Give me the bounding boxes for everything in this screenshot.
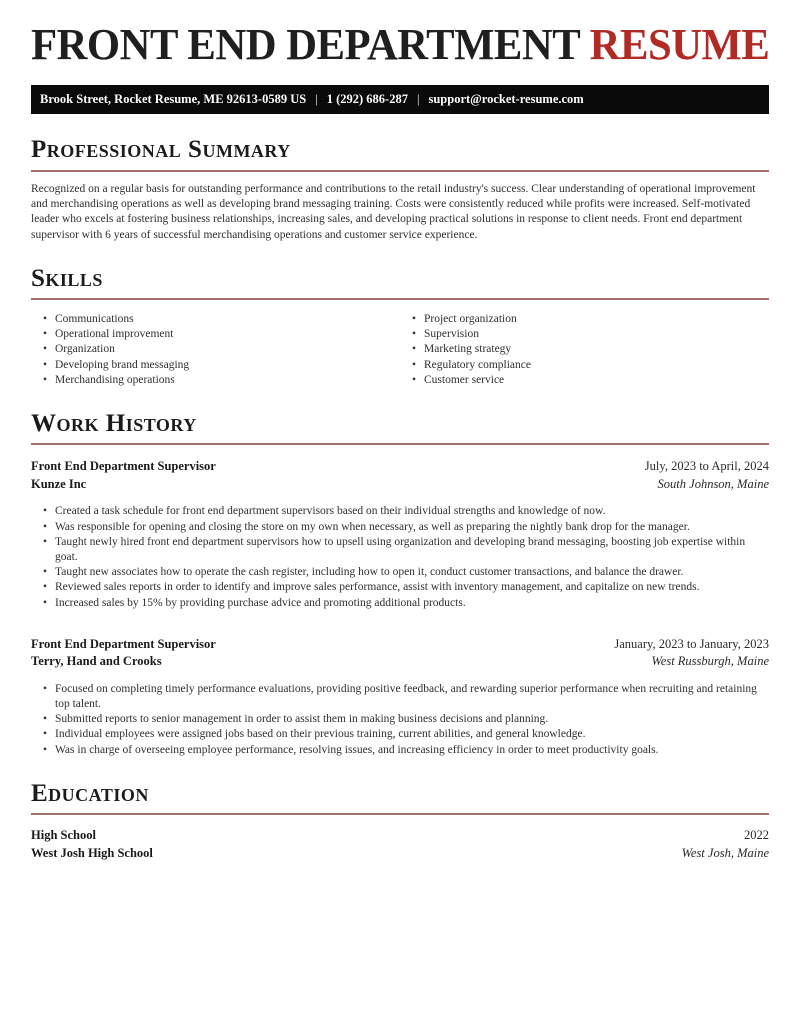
section-divider	[31, 813, 769, 815]
job-entry	[31, 458, 769, 610]
resume-title	[31, 20, 770, 69]
job-location: South Johnson, Maine	[657, 476, 769, 491]
contact-email: support@rocket-resume.com	[428, 92, 584, 107]
section-education	[31, 781, 769, 862]
job-company-row	[31, 653, 769, 671]
job-bullet: • Reviewed sales reports in order to identify and improve sales performance, assist with inventory management, and capitalize on new trends.	[31, 580, 769, 595]
skill-item: • Developing brand messaging	[31, 358, 400, 373]
skill-item: • Merchandising operations	[31, 373, 400, 388]
contact-separator: |	[416, 92, 420, 107]
contact-phone: 1 (292) 686-287	[326, 92, 408, 107]
job-bullet: • Taught newly hired front end department supervisors how to upsell using organization and developing brand messaging, boosting job expertise within goat.	[31, 535, 769, 565]
skill-item: • Marketing strategy	[400, 342, 769, 357]
contact-separator: |	[315, 92, 318, 107]
skill-item: • Customer service	[400, 373, 769, 388]
job-entry	[31, 636, 769, 758]
job-bullet-list	[31, 682, 769, 758]
resume-title-accent: RESUME	[589, 20, 770, 69]
job-bullet: • Was in charge of overseeing employee performance, resolving issues, and increasing efficiency in order to meet productivity goals.	[31, 743, 769, 758]
education-degree-row	[31, 827, 769, 845]
job-dates: July, 2023 to April, 2024	[644, 459, 769, 474]
job-bullet: • Taught new associates how to operate the cash register, including how to open it, conduct customer transactions, and balance the drawer.	[31, 565, 769, 580]
skill-item: • Operational improvement	[31, 327, 400, 342]
skills-column-right	[400, 300, 769, 388]
job-company: Terry, Hand and Crooks	[31, 654, 162, 669]
job-company: Kunze Inc	[31, 476, 87, 491]
job-bullet: • Created a task schedule for front end department supervisors based on their individual strengths and knowledge of now.	[31, 504, 769, 519]
contact-bar	[31, 85, 769, 114]
job-bullet-list	[31, 504, 769, 610]
skill-item: • Communications	[31, 312, 400, 327]
education-entry	[31, 827, 769, 862]
skill-item: • Organization	[31, 342, 400, 357]
job-title: Front End Department Supervisor	[31, 636, 216, 651]
job-title: Front End Department Supervisor	[31, 459, 216, 474]
section-divider	[31, 443, 769, 445]
education-heading: Education	[31, 779, 149, 807]
education-school-row	[31, 845, 769, 863]
job-location: West Russburgh, Maine	[651, 654, 769, 669]
job-company-row	[31, 476, 769, 494]
job-bullet: • Individual employees were assigned jobs based on their previous training, current abilities, and general knowledge.	[31, 727, 769, 742]
job-title-row	[31, 458, 769, 476]
job-dates: January, 2023 to January, 2023	[614, 636, 769, 651]
skill-item: • Regulatory compliance	[400, 358, 769, 373]
work-history-heading: Work History	[31, 410, 197, 438]
skill-item: • Project organization	[400, 312, 769, 327]
section-professional-summary	[31, 137, 769, 242]
education-location: West Josh, Maine	[681, 845, 769, 860]
skills-column-left	[31, 300, 400, 388]
skills-columns	[31, 300, 769, 388]
resume-title-main: FRONT END DEPARTMENT	[31, 20, 590, 69]
section-skills	[31, 266, 769, 388]
summary-text: Recognized on a regular basis for outstanding performance and contributions to the retail industry's success. Clear understanding of operational improvement and merchandising operations as well as developing brand messaging training. Costs were consistently reduced while profits were increased. Self-motivated leader who excels at fostering business relationships, increasing sales, and developing practical solutions in response to client needs. Front end department supervisor with 6 years of successful merchandising operations and customer service experience.	[31, 182, 756, 241]
skill-item: • Supervision	[400, 327, 769, 342]
job-bullet: • Increased sales by 15% by providing purchase advice and promoting additional products.	[31, 596, 769, 611]
summary-heading: Professional Summary	[31, 136, 291, 164]
education-degree: High School	[31, 828, 96, 843]
job-bullet: • Focused on completing timely performance evaluations, providing positive feedback, and rewarding superior performance when recruiting and retaining top talent.	[31, 682, 769, 712]
job-bullet: • Submitted reports to senior management in order to assist them in making business decisions and planning.	[31, 712, 769, 727]
section-work-history	[31, 411, 769, 758]
job-title-row	[31, 636, 769, 654]
section-divider	[31, 170, 769, 172]
education-year: 2022	[744, 828, 769, 843]
contact-address: Brook Street, Rocket Resume, ME 92613-0589 US	[40, 92, 307, 107]
skills-heading: Skills	[31, 264, 103, 292]
education-school: West Josh High School	[31, 845, 153, 860]
job-bullet: • Was responsible for opening and closing the store on my own when necessary, as well as preparing the nightly bank drop for the manager.	[31, 520, 769, 535]
